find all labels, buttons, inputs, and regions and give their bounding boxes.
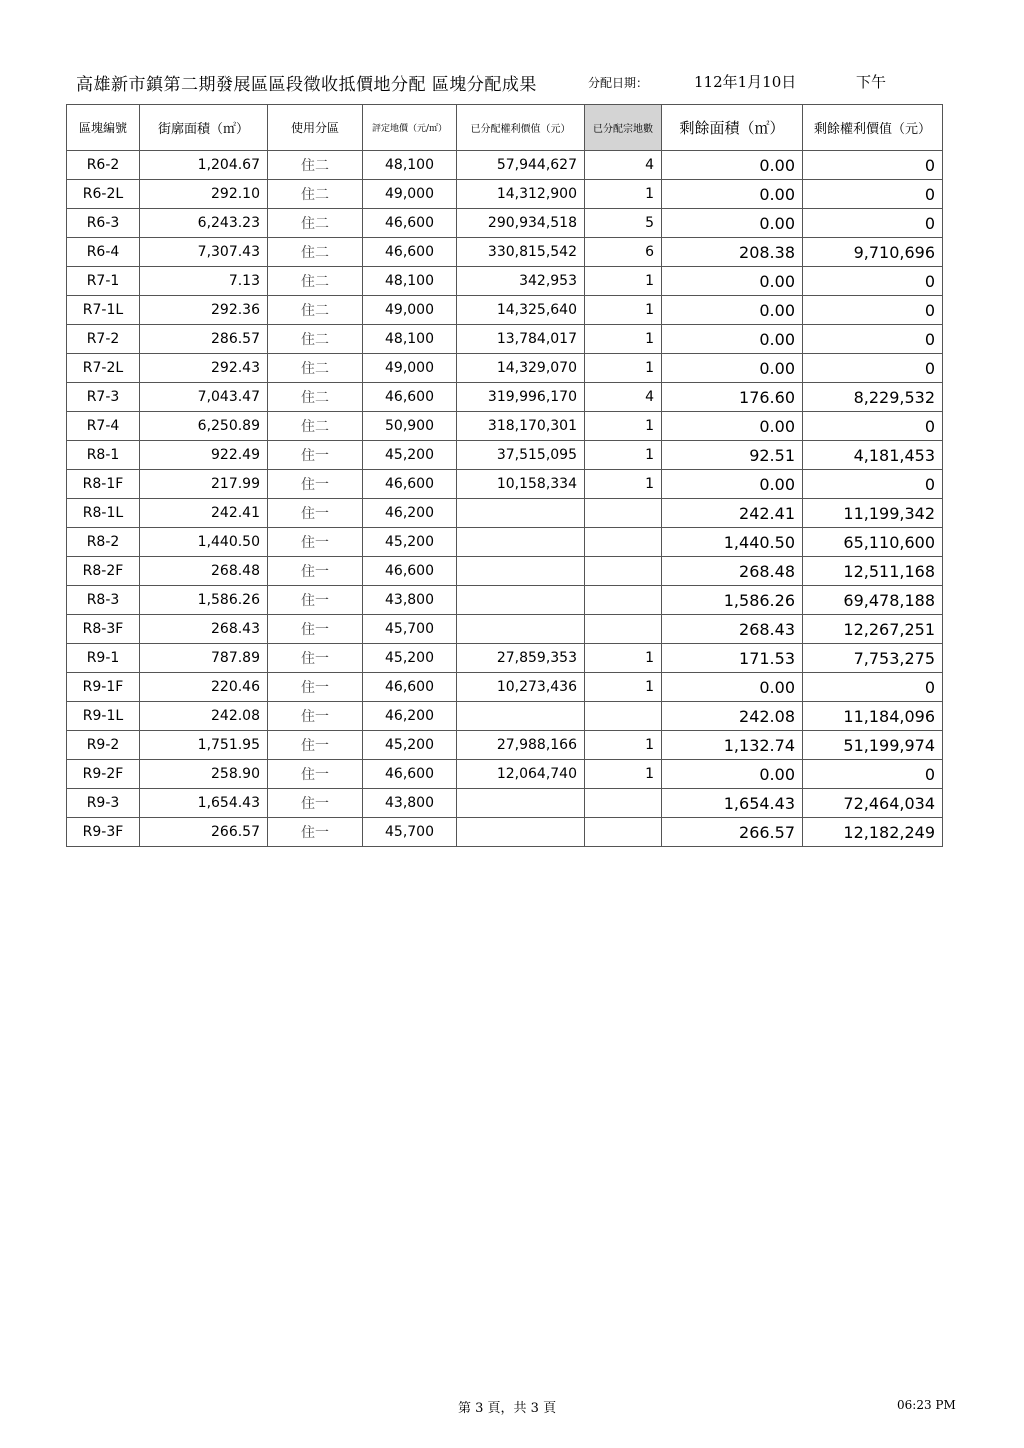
cell-street-area: 1,751.95	[140, 731, 268, 760]
cell-remaining-area: 266.57	[662, 818, 803, 847]
cell-allocated-value: 318,170,301	[457, 412, 585, 441]
cell-allocated-lots: 1	[585, 644, 662, 673]
cell-allocated-value: 290,934,518	[457, 209, 585, 238]
cell-assessed-price: 46,600	[363, 383, 457, 412]
cell-allocated-lots	[585, 557, 662, 586]
cell-allocated-value: 330,815,542	[457, 238, 585, 267]
header-allocated-value: 已分配權利價值（元）	[457, 105, 585, 151]
cell-block-no: R8-1	[67, 441, 140, 470]
cell-remaining-value: 0	[803, 470, 943, 499]
document-title: 高雄新市鎮第二期發展區區段徵收抵價地分配 區塊分配成果	[76, 75, 537, 95]
table-row	[67, 731, 943, 760]
cell-remaining-value: 0	[803, 151, 943, 180]
cell-block-no: R6-2	[67, 151, 140, 180]
cell-remaining-area: 176.60	[662, 383, 803, 412]
cell-remaining-value: 0	[803, 296, 943, 325]
table-row	[67, 470, 943, 499]
cell-allocated-value	[457, 789, 585, 818]
cell-allocated-value	[457, 499, 585, 528]
cell-street-area: 787.89	[140, 644, 268, 673]
cell-remaining-area: 242.41	[662, 499, 803, 528]
table-row	[67, 673, 943, 702]
table-row	[67, 441, 943, 470]
cell-allocated-lots: 1	[585, 731, 662, 760]
header-street-area: 街廓面積（㎡）	[140, 105, 268, 151]
cell-allocated-value	[457, 528, 585, 557]
cell-remaining-value: 69,478,188	[803, 586, 943, 615]
cell-remaining-value: 0	[803, 180, 943, 209]
cell-zoning: 住一	[268, 760, 363, 789]
cell-assessed-price: 46,200	[363, 702, 457, 731]
cell-zoning: 住一	[268, 818, 363, 847]
table-row	[67, 644, 943, 673]
cell-remaining-area: 1,132.74	[662, 731, 803, 760]
cell-allocated-value	[457, 702, 585, 731]
cell-assessed-price: 46,600	[363, 470, 457, 499]
cell-block-no: R9-3F	[67, 818, 140, 847]
cell-allocated-lots	[585, 528, 662, 557]
allocation-date-label: 分配日期：	[588, 76, 649, 90]
table-row	[67, 151, 943, 180]
cell-allocated-value: 342,953	[457, 267, 585, 296]
cell-assessed-price: 45,700	[363, 818, 457, 847]
header-block-no: 區塊編號	[67, 105, 140, 151]
cell-block-no: R7-1	[67, 267, 140, 296]
cell-allocated-value: 14,325,640	[457, 296, 585, 325]
cell-remaining-value: 0	[803, 412, 943, 441]
table-row	[67, 615, 943, 644]
cell-zoning: 住一	[268, 789, 363, 818]
cell-street-area: 6,243.23	[140, 209, 268, 238]
cell-allocated-value: 319,996,170	[457, 383, 585, 412]
cell-remaining-area: 0.00	[662, 325, 803, 354]
cell-assessed-price: 43,800	[363, 586, 457, 615]
cell-remaining-area: 1,440.50	[662, 528, 803, 557]
cell-remaining-value: 0	[803, 209, 943, 238]
cell-remaining-area: 0.00	[662, 470, 803, 499]
cell-zoning: 住二	[268, 354, 363, 383]
cell-street-area: 266.57	[140, 818, 268, 847]
cell-street-area: 1,654.43	[140, 789, 268, 818]
cell-allocated-lots	[585, 818, 662, 847]
cell-street-area: 242.41	[140, 499, 268, 528]
cell-zoning: 住二	[268, 209, 363, 238]
cell-assessed-price: 46,600	[363, 557, 457, 586]
cell-remaining-area: 0.00	[662, 673, 803, 702]
table-body	[67, 151, 943, 847]
cell-block-no: R7-4	[67, 412, 140, 441]
cell-block-no: R9-1L	[67, 702, 140, 731]
cell-zoning: 住一	[268, 731, 363, 760]
cell-allocated-lots	[585, 702, 662, 731]
table-row	[67, 760, 943, 789]
cell-street-area: 286.57	[140, 325, 268, 354]
cell-allocated-lots: 1	[585, 325, 662, 354]
cell-allocated-lots: 1	[585, 470, 662, 499]
cell-remaining-value: 11,184,096	[803, 702, 943, 731]
cell-remaining-value: 7,753,275	[803, 644, 943, 673]
cell-assessed-price: 46,600	[363, 760, 457, 789]
cell-allocated-lots	[585, 615, 662, 644]
cell-allocated-value	[457, 557, 585, 586]
cell-remaining-value: 12,511,168	[803, 557, 943, 586]
cell-allocated-value: 10,158,334	[457, 470, 585, 499]
cell-remaining-value: 65,110,600	[803, 528, 943, 557]
table-row	[67, 209, 943, 238]
cell-zoning: 住一	[268, 615, 363, 644]
cell-remaining-area: 92.51	[662, 441, 803, 470]
cell-zoning: 住一	[268, 586, 363, 615]
print-time: 06:23 PM	[897, 1398, 956, 1412]
cell-allocated-value	[457, 586, 585, 615]
cell-street-area: 292.43	[140, 354, 268, 383]
cell-street-area: 220.46	[140, 673, 268, 702]
cell-zoning: 住二	[268, 238, 363, 267]
table-row	[67, 528, 943, 557]
cell-zoning: 住一	[268, 673, 363, 702]
cell-assessed-price: 45,200	[363, 644, 457, 673]
cell-allocated-lots: 1	[585, 673, 662, 702]
header-allocated-lots: 已分配宗地數	[585, 105, 662, 151]
cell-block-no: R8-1L	[67, 499, 140, 528]
cell-remaining-value: 0	[803, 760, 943, 789]
cell-zoning: 住二	[268, 296, 363, 325]
cell-zoning: 住一	[268, 441, 363, 470]
cell-allocated-lots: 1	[585, 441, 662, 470]
cell-allocated-lots: 1	[585, 296, 662, 325]
cell-allocated-lots	[585, 499, 662, 528]
cell-street-area: 1,204.67	[140, 151, 268, 180]
cell-block-no: R8-2	[67, 528, 140, 557]
cell-allocated-lots: 5	[585, 209, 662, 238]
cell-remaining-area: 1,654.43	[662, 789, 803, 818]
cell-street-area: 6,250.89	[140, 412, 268, 441]
cell-remaining-area: 0.00	[662, 209, 803, 238]
table-row	[67, 354, 943, 383]
cell-street-area: 7,043.47	[140, 383, 268, 412]
cell-remaining-area: 1,586.26	[662, 586, 803, 615]
cell-block-no: R7-2	[67, 325, 140, 354]
cell-zoning: 住一	[268, 528, 363, 557]
document-header	[66, 66, 942, 98]
cell-allocated-lots	[585, 789, 662, 818]
cell-remaining-area: 0.00	[662, 354, 803, 383]
header-assessed-price: 評定地價（元/㎡）	[363, 105, 457, 151]
cell-zoning: 住二	[268, 180, 363, 209]
cell-zoning: 住一	[268, 499, 363, 528]
cell-street-area: 1,586.26	[140, 586, 268, 615]
cell-assessed-price: 49,000	[363, 296, 457, 325]
cell-remaining-area: 242.08	[662, 702, 803, 731]
page-number: 第 3 頁，共 3 頁	[458, 1401, 557, 1416]
cell-assessed-price: 46,600	[363, 209, 457, 238]
cell-allocated-lots: 4	[585, 383, 662, 412]
table-row	[67, 383, 943, 412]
cell-assessed-price: 43,800	[363, 789, 457, 818]
cell-allocated-lots: 6	[585, 238, 662, 267]
cell-remaining-area: 208.38	[662, 238, 803, 267]
cell-street-area: 922.49	[140, 441, 268, 470]
cell-remaining-value: 51,199,974	[803, 731, 943, 760]
table-row	[67, 180, 943, 209]
cell-allocated-lots: 1	[585, 412, 662, 441]
cell-street-area: 1,440.50	[140, 528, 268, 557]
cell-remaining-value: 8,229,532	[803, 383, 943, 412]
cell-block-no: R9-2	[67, 731, 140, 760]
cell-remaining-value: 9,710,696	[803, 238, 943, 267]
cell-assessed-price: 46,600	[363, 673, 457, 702]
cell-remaining-area: 268.43	[662, 615, 803, 644]
cell-remaining-area: 0.00	[662, 296, 803, 325]
cell-allocated-value: 12,064,740	[457, 760, 585, 789]
table-row	[67, 238, 943, 267]
cell-allocated-value: 27,988,166	[457, 731, 585, 760]
table-row	[67, 702, 943, 731]
table-row	[67, 412, 943, 441]
cell-assessed-price: 45,700	[363, 615, 457, 644]
cell-remaining-area: 0.00	[662, 267, 803, 296]
cell-remaining-area: 0.00	[662, 412, 803, 441]
table-header-row	[67, 105, 943, 151]
cell-remaining-value: 12,267,251	[803, 615, 943, 644]
table-row	[67, 499, 943, 528]
cell-allocated-lots	[585, 586, 662, 615]
cell-zoning: 住二	[268, 151, 363, 180]
cell-street-area: 7,307.43	[140, 238, 268, 267]
cell-remaining-value: 0	[803, 673, 943, 702]
cell-zoning: 住一	[268, 702, 363, 731]
table-row	[67, 325, 943, 354]
allocation-table	[66, 104, 943, 847]
cell-remaining-value: 4,181,453	[803, 441, 943, 470]
cell-assessed-price: 48,100	[363, 267, 457, 296]
cell-block-no: R8-2F	[67, 557, 140, 586]
cell-allocated-value: 10,273,436	[457, 673, 585, 702]
cell-block-no: R8-1F	[67, 470, 140, 499]
table-row	[67, 789, 943, 818]
cell-street-area: 217.99	[140, 470, 268, 499]
cell-remaining-area: 0.00	[662, 151, 803, 180]
cell-remaining-area: 268.48	[662, 557, 803, 586]
cell-street-area: 292.10	[140, 180, 268, 209]
cell-block-no: R6-2L	[67, 180, 140, 209]
cell-block-no: R7-2L	[67, 354, 140, 383]
table-row	[67, 296, 943, 325]
cell-remaining-area: 171.53	[662, 644, 803, 673]
cell-zoning: 住二	[268, 412, 363, 441]
header-remaining-value: 剩餘權利價值（元）	[803, 105, 943, 151]
cell-allocated-value	[457, 818, 585, 847]
cell-assessed-price: 48,100	[363, 151, 457, 180]
cell-remaining-value: 0	[803, 325, 943, 354]
cell-remaining-value: 0	[803, 267, 943, 296]
cell-remaining-area: 0.00	[662, 180, 803, 209]
cell-zoning: 住二	[268, 267, 363, 296]
cell-allocated-value: 37,515,095	[457, 441, 585, 470]
cell-assessed-price: 50,900	[363, 412, 457, 441]
cell-allocated-value: 57,944,627	[457, 151, 585, 180]
cell-remaining-value: 12,182,249	[803, 818, 943, 847]
cell-street-area: 258.90	[140, 760, 268, 789]
cell-zoning: 住一	[268, 557, 363, 586]
cell-remaining-area: 0.00	[662, 760, 803, 789]
cell-allocated-value: 27,859,353	[457, 644, 585, 673]
cell-block-no: R6-3	[67, 209, 140, 238]
cell-assessed-price: 45,200	[363, 528, 457, 557]
cell-block-no: R9-1F	[67, 673, 140, 702]
cell-street-area: 242.08	[140, 702, 268, 731]
cell-street-area: 7.13	[140, 267, 268, 296]
table-row	[67, 267, 943, 296]
cell-remaining-value: 0	[803, 354, 943, 383]
table-row	[67, 818, 943, 847]
cell-allocated-value	[457, 615, 585, 644]
cell-assessed-price: 49,000	[363, 180, 457, 209]
cell-zoning: 住一	[268, 470, 363, 499]
cell-remaining-value: 11,199,342	[803, 499, 943, 528]
cell-block-no: R7-1L	[67, 296, 140, 325]
cell-street-area: 292.36	[140, 296, 268, 325]
cell-zoning: 住二	[268, 383, 363, 412]
cell-allocated-lots: 1	[585, 760, 662, 789]
cell-block-no: R6-4	[67, 238, 140, 267]
header-remaining-area: 剩餘面積（㎡）	[662, 105, 803, 151]
cell-street-area: 268.43	[140, 615, 268, 644]
cell-block-no: R9-3	[67, 789, 140, 818]
cell-street-area: 268.48	[140, 557, 268, 586]
cell-allocated-lots: 1	[585, 267, 662, 296]
table-row	[67, 586, 943, 615]
cell-assessed-price: 49,000	[363, 354, 457, 383]
allocation-date-value: 112年1月10日	[694, 73, 797, 91]
cell-allocated-value: 13,784,017	[457, 325, 585, 354]
cell-assessed-price: 46,600	[363, 238, 457, 267]
cell-assessed-price: 45,200	[363, 731, 457, 760]
cell-allocated-value: 14,329,070	[457, 354, 585, 383]
cell-zoning: 住一	[268, 644, 363, 673]
allocation-period: 下午	[856, 73, 887, 91]
cell-allocated-lots: 1	[585, 354, 662, 383]
cell-block-no: R9-1	[67, 644, 140, 673]
cell-zoning: 住二	[268, 325, 363, 354]
cell-assessed-price: 46,200	[363, 499, 457, 528]
cell-block-no: R8-3F	[67, 615, 140, 644]
table-row	[67, 557, 943, 586]
cell-assessed-price: 45,200	[363, 441, 457, 470]
cell-block-no: R7-3	[67, 383, 140, 412]
cell-allocated-lots: 4	[585, 151, 662, 180]
cell-allocated-value: 14,312,900	[457, 180, 585, 209]
cell-remaining-value: 72,464,034	[803, 789, 943, 818]
header-zoning: 使用分區	[268, 105, 363, 151]
cell-block-no: R9-2F	[67, 760, 140, 789]
cell-allocated-lots: 1	[585, 180, 662, 209]
cell-assessed-price: 48,100	[363, 325, 457, 354]
cell-block-no: R8-3	[67, 586, 140, 615]
